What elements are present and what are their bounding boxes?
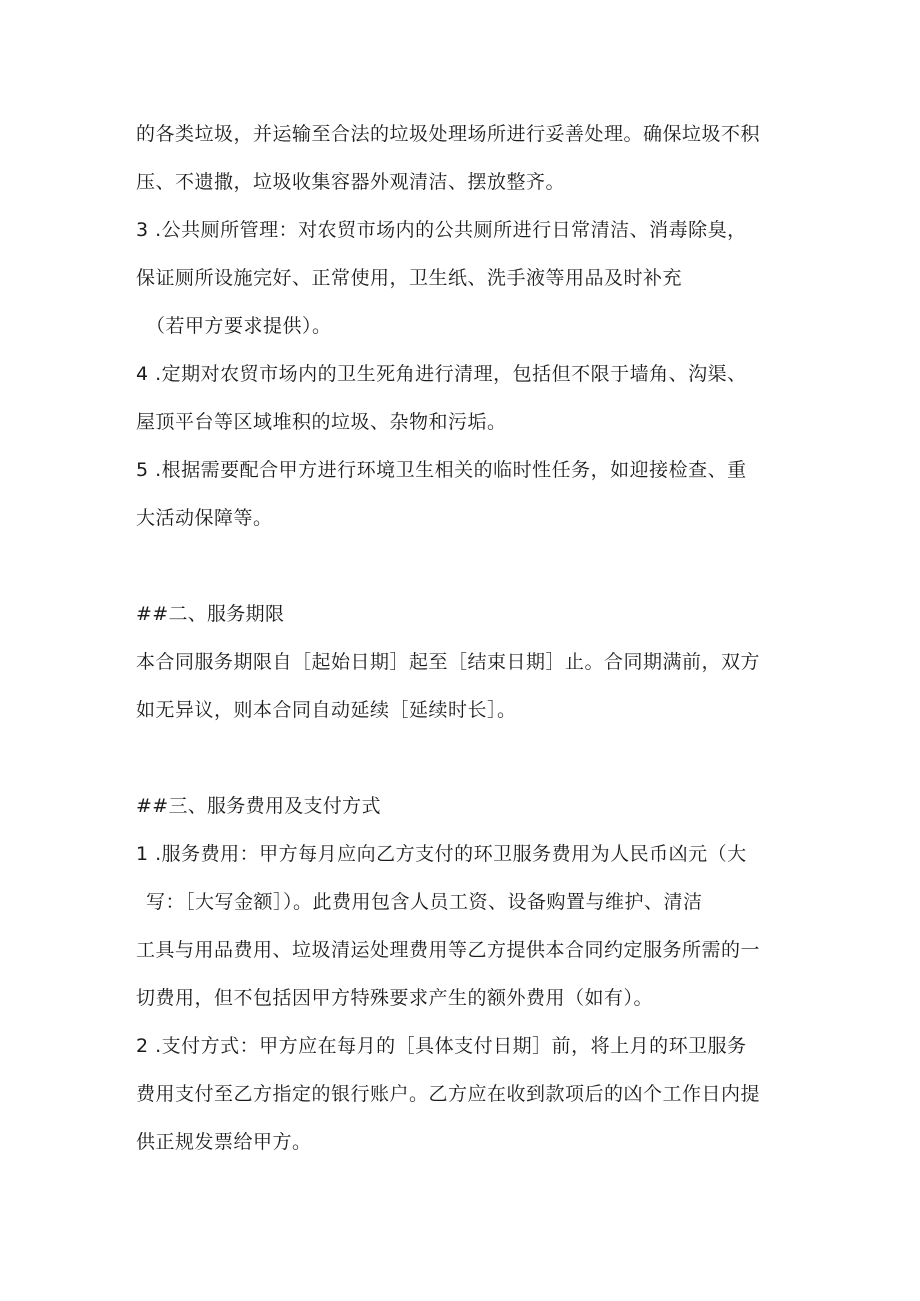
list-item-2: 2 .支付方式：甲方应在每月的［具体支付日期］前，将上月的环卫服务 (136, 1035, 747, 1057)
list-item-5: 5 .根据需要配合甲方进行环境卫生相关的临时性任务，如迎接检查、重 (136, 459, 747, 481)
text-line: 保证厕所设施完好、正常使用，卫生纸、洗手液等用品及时补充 (136, 267, 683, 289)
list-item-4: 4 .定期对农贸市场内的卫生死角进行清理，包括但不限于墙角、沟渠、 (136, 363, 747, 385)
list-item-1: 1 .服务费用：甲方每月应向乙方支付的环卫服务费用为人民币凶元（大 (136, 843, 747, 865)
text-line: 的各类垃圾，并运输至合法的垃圾处理场所进行妥善处理。确保垃圾不积 (136, 123, 761, 145)
text-line: （若甲方要求提供）。 (146, 315, 332, 337)
text-line: 本合同服务期限自［起始日期］起至［结束日期］止。合同期满前，双方 (136, 651, 761, 673)
text-line: 供正规发票给甲方。 (136, 1131, 312, 1153)
text-line: 写：［大写金额］）。此费用包含人员工资、设备购置与维护、清洁 (146, 891, 703, 913)
section-heading-fees: ##三、服务费用及支付方式 (136, 795, 381, 817)
text-line: 大活动保障等。 (136, 507, 273, 529)
list-item-3: 3 .公共厕所管理：对农贸市场内的公共厕所进行日常清洁、消毒除臭， (136, 219, 747, 241)
text-line: 如无异议，则本合同自动延续［延续时长］。 (136, 699, 517, 721)
text-line: 费用支付至乙方指定的银行账户。乙方应在收到款项后的凶个工作日内提 (136, 1083, 761, 1105)
text-line: 工具与用品费用、垃圾清运处理费用等乙方提供本合同约定服务所需的一 (136, 939, 761, 961)
section-heading-term: ##二、服务期限 (136, 603, 285, 625)
text-line: 屋顶平台等区域堆积的垃圾、杂物和污垢。 (136, 411, 507, 433)
text-line: 压、不遗撒，垃圾收集容器外观清洁、摆放整齐。 (136, 171, 566, 193)
text-line: 切费用，但不包括因甲方特殊要求产生的额外费用（如有）。 (136, 987, 654, 1009)
